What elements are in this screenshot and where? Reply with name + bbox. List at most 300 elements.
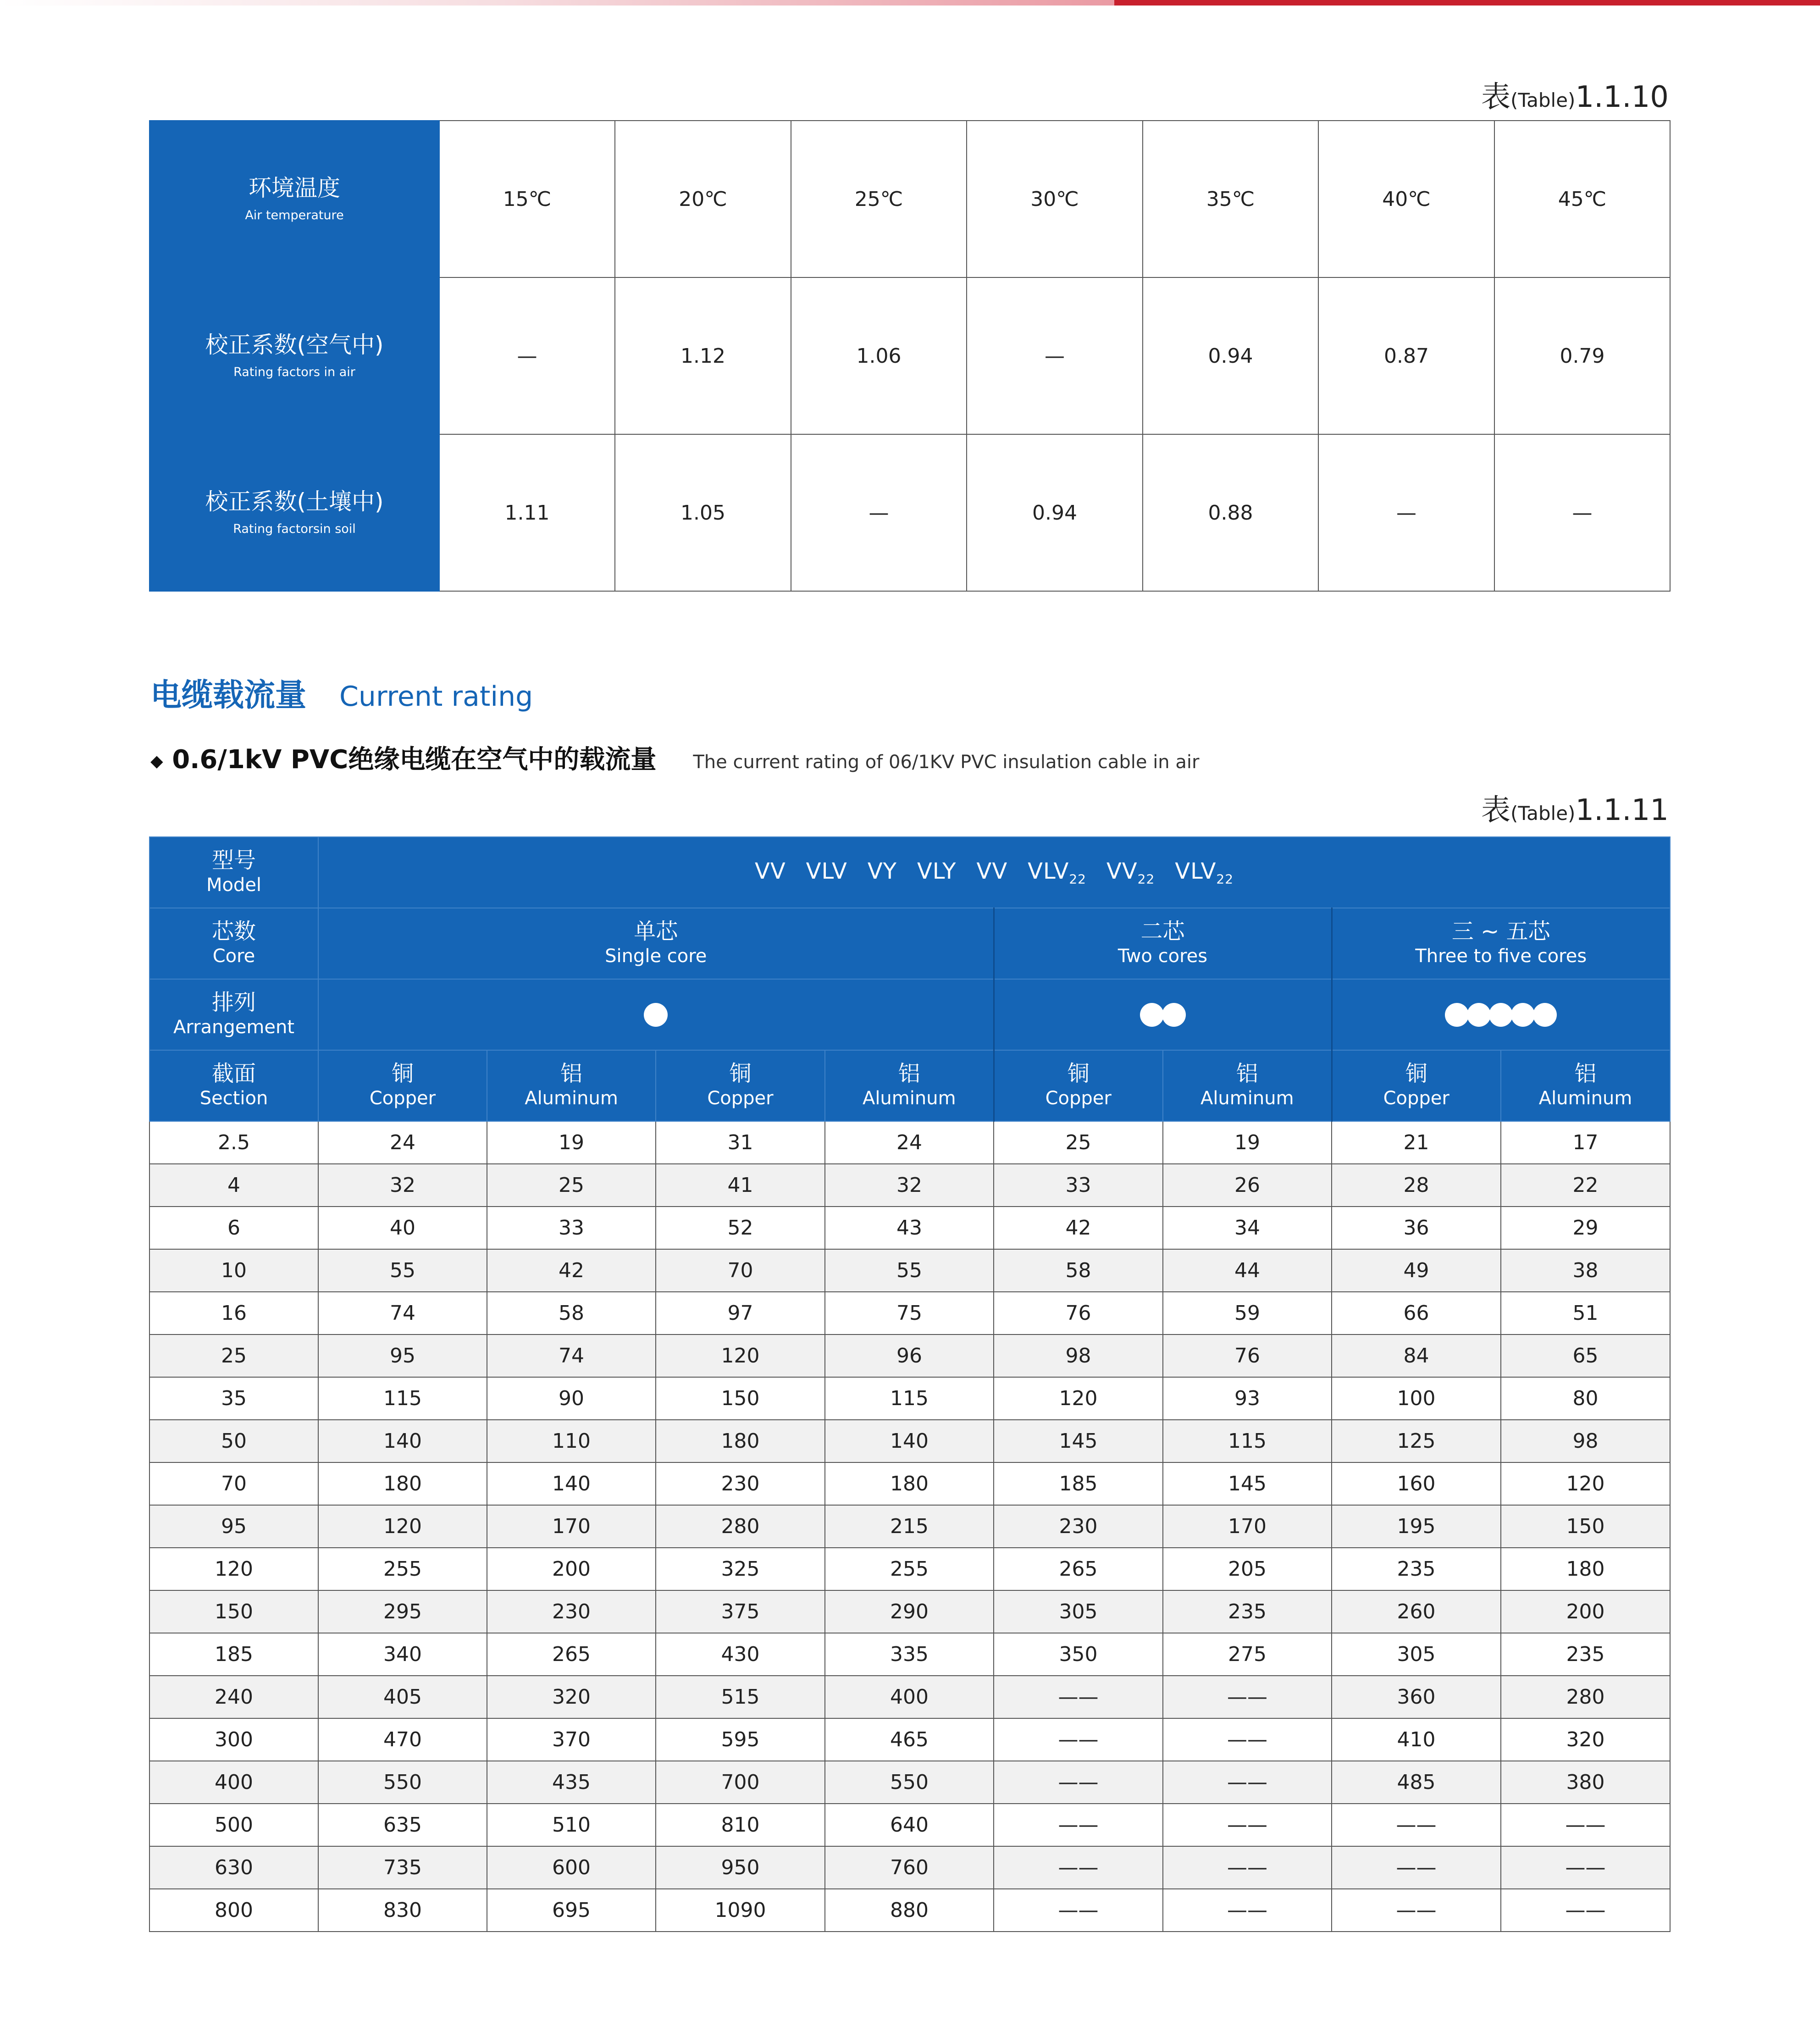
- conductor-circle-icon: [644, 1003, 668, 1027]
- model-name: [868, 858, 897, 884]
- current-rating-cell: 140: [318, 1420, 487, 1462]
- current-rating-cell: 43: [825, 1207, 994, 1249]
- section-size-cell: 4: [149, 1164, 318, 1207]
- model-name: [1175, 858, 1234, 887]
- header-en: Model: [206, 875, 262, 896]
- current-rating-cell: ——: [1332, 1889, 1501, 1932]
- section-size-cell: 16: [149, 1292, 318, 1334]
- current-rating-cell: 340: [318, 1633, 487, 1676]
- material-en: Copper: [369, 1088, 436, 1109]
- current-rating-cell: 150: [1501, 1505, 1670, 1548]
- current-rating-cell: 40: [318, 1207, 487, 1249]
- current-rating-cell: 19: [487, 1121, 656, 1164]
- current-rating-cell: 66: [1332, 1292, 1501, 1334]
- core-group-two: [994, 908, 1332, 979]
- model-name: [1028, 858, 1086, 887]
- current-rating-cell: 515: [656, 1676, 825, 1718]
- current-rating-cell: ——: [994, 1889, 1163, 1932]
- row-header-zh: 环境温度: [249, 174, 340, 201]
- table-label-paren: (Table): [1510, 89, 1576, 111]
- row-header-air-temperature: [149, 121, 439, 277]
- current-rating-cell: 55: [318, 1249, 487, 1292]
- section-title-en: Current rating: [339, 681, 533, 713]
- core-group-en: Three to five cores: [1415, 946, 1587, 967]
- current-rating-cell: ——: [994, 1846, 1163, 1889]
- core-group-en: Two cores: [1117, 946, 1208, 967]
- top-decor-gradient: [0, 0, 1114, 6]
- section-size-cell: 70: [149, 1462, 318, 1505]
- current-rating-cell: 230: [656, 1462, 825, 1505]
- model-name-text: VY: [867, 858, 897, 884]
- temp-cell: 35℃: [1143, 121, 1318, 277]
- factor-cell: —: [1494, 434, 1670, 591]
- header-en: Core: [212, 946, 255, 967]
- temperature-rating-factor-table: [149, 120, 1671, 592]
- table-row: [149, 1164, 1670, 1207]
- section-size-cell: 630: [149, 1846, 318, 1889]
- material-header: [825, 1050, 994, 1121]
- current-rating-cell: 21: [1332, 1121, 1501, 1164]
- current-rating-cell: 465: [825, 1718, 994, 1761]
- current-rating-cell: 51: [1501, 1292, 1670, 1334]
- current-rating-cell: 22: [1501, 1164, 1670, 1207]
- current-rating-cell: 200: [487, 1548, 656, 1590]
- current-rating-cell: 17: [1501, 1121, 1670, 1164]
- current-rating-cell: ——: [994, 1761, 1163, 1804]
- current-rating-cell: 145: [1163, 1462, 1332, 1505]
- table-row: [149, 1761, 1670, 1804]
- current-rating-cell: 97: [656, 1292, 825, 1334]
- current-rating-cell: 180: [1501, 1548, 1670, 1590]
- section-header: [149, 1050, 318, 1121]
- material-en: Copper: [707, 1088, 774, 1109]
- current-rating-cell: 70: [656, 1249, 825, 1292]
- current-rating-cell: 205: [1163, 1548, 1332, 1590]
- diamond-bullet-icon: ◆: [150, 752, 163, 771]
- current-rating-cell: 74: [318, 1292, 487, 1334]
- conductor-circle-icon: [1467, 1003, 1491, 1027]
- current-rating-cell: 430: [656, 1633, 825, 1676]
- current-rating-cell: 98: [994, 1334, 1163, 1377]
- current-rating-cell: 485: [1332, 1761, 1501, 1804]
- current-rating-cell: 195: [1332, 1505, 1501, 1548]
- table-label-1-1-11: [1481, 786, 1669, 829]
- current-rating-cell: 90: [487, 1377, 656, 1420]
- conductor-circle-icon: [1489, 1003, 1513, 1027]
- core-group-zh: 二芯: [1140, 918, 1185, 944]
- current-rating-cell: ——: [1332, 1846, 1501, 1889]
- current-rating-cell: 115: [825, 1377, 994, 1420]
- subtitle-zh: [150, 745, 656, 775]
- section-size-cell: 150: [149, 1590, 318, 1633]
- row-header-zh: 校正系数(土壤中): [205, 488, 384, 515]
- core-group-zh: 三 ~ 五芯: [1451, 918, 1550, 944]
- current-rating-cell: 550: [318, 1761, 487, 1804]
- current-rating-cell: 435: [487, 1761, 656, 1804]
- current-rating-cell: 120: [318, 1505, 487, 1548]
- current-rating-cell: 120: [994, 1377, 1163, 1420]
- current-rating-cell: 230: [487, 1590, 656, 1633]
- current-rating-cell: 125: [1332, 1420, 1501, 1462]
- material-header: [1501, 1050, 1670, 1121]
- header-en: Arrangement: [173, 1017, 295, 1038]
- section-title-zh: 电缆载流量: [150, 677, 307, 714]
- material-zh: 铝: [560, 1060, 582, 1086]
- current-rating-cell: 235: [1501, 1633, 1670, 1676]
- current-rating-cell: 280: [1501, 1676, 1670, 1718]
- current-rating-cell: 170: [487, 1505, 656, 1548]
- material-header: [656, 1050, 825, 1121]
- conductor-circle-icon: [1140, 1003, 1164, 1027]
- model-header: [149, 837, 318, 908]
- current-rating-cell: 200: [1501, 1590, 1670, 1633]
- model-subscript: 22: [1069, 871, 1086, 887]
- current-rating-cell: 950: [656, 1846, 825, 1889]
- current-rating-cell: 335: [825, 1633, 994, 1676]
- current-rating-cell: 180: [656, 1420, 825, 1462]
- current-rating-cell: 52: [656, 1207, 825, 1249]
- model-name-text: VLV: [806, 858, 847, 884]
- model-subscript: 22: [1216, 871, 1234, 887]
- current-rating-cell: ——: [994, 1804, 1163, 1846]
- current-rating-cell: 405: [318, 1676, 487, 1718]
- current-rating-cell: 400: [825, 1676, 994, 1718]
- current-rating-cell: 150: [656, 1377, 825, 1420]
- model-name-text: VV: [755, 858, 786, 884]
- current-rating-cell: 290: [825, 1590, 994, 1633]
- current-rating-cell: 76: [994, 1292, 1163, 1334]
- arrangement-header: [149, 979, 318, 1050]
- model-name: [917, 858, 957, 884]
- section-size-cell: 6: [149, 1207, 318, 1249]
- material-en: Aluminum: [525, 1088, 618, 1109]
- material-header: [1332, 1050, 1501, 1121]
- material-en: Aluminum: [1200, 1088, 1294, 1109]
- current-rating-cell: 275: [1163, 1633, 1332, 1676]
- table-row: [149, 1718, 1670, 1761]
- current-rating-cell: 49: [1332, 1249, 1501, 1292]
- current-rating-cell: ——: [1332, 1804, 1501, 1846]
- current-rating-cell: 84: [1332, 1334, 1501, 1377]
- current-rating-cell: 510: [487, 1804, 656, 1846]
- table-row: [149, 1548, 1670, 1590]
- header-zh: 排列: [211, 989, 256, 1015]
- section-size-cell: 2.5: [149, 1121, 318, 1164]
- current-rating-cell: 115: [318, 1377, 487, 1420]
- factor-cell: 1.12: [615, 277, 791, 434]
- material-zh: 铜: [1067, 1060, 1090, 1086]
- current-rating-cell: 695: [487, 1889, 656, 1932]
- current-rating-cell: 830: [318, 1889, 487, 1932]
- temp-cell: 15℃: [439, 121, 615, 277]
- current-rating-cell: 65: [1501, 1334, 1670, 1377]
- header-en: Section: [199, 1088, 268, 1109]
- section-title: [150, 670, 533, 715]
- current-rating-cell: ——: [1501, 1846, 1670, 1889]
- arrangement-single: [318, 979, 994, 1050]
- section-size-cell: 500: [149, 1804, 318, 1846]
- current-rating-cell: 24: [825, 1121, 994, 1164]
- current-rating-cell: 325: [656, 1548, 825, 1590]
- current-rating-cell: 735: [318, 1846, 487, 1889]
- current-rating-cell: 600: [487, 1846, 656, 1889]
- factor-cell: —: [791, 434, 967, 591]
- conductor-circle-icon: [1445, 1003, 1469, 1027]
- table-row: [149, 1889, 1670, 1932]
- model-name: [1106, 858, 1155, 887]
- top-decor-red-bar: [1114, 0, 1820, 6]
- current-rating-cell: 74: [487, 1334, 656, 1377]
- material-zh: 铜: [391, 1060, 414, 1086]
- table-label-paren: (Table): [1510, 802, 1576, 825]
- current-rating-cell: ——: [1163, 1718, 1332, 1761]
- rating-factor-soil-row: [149, 434, 1670, 591]
- section-size-cell: 25: [149, 1334, 318, 1377]
- table-row: [149, 1505, 1670, 1548]
- current-rating-cell: 33: [994, 1164, 1163, 1207]
- subtitle: [150, 739, 1199, 776]
- current-rating-cell: 31: [656, 1121, 825, 1164]
- current-rating-cell: ——: [994, 1718, 1163, 1761]
- current-rating-cell: 320: [487, 1676, 656, 1718]
- section-size-cell: 10: [149, 1249, 318, 1292]
- factor-cell: —: [439, 277, 615, 434]
- model-name: [977, 858, 1008, 884]
- current-rating-cell: 24: [318, 1121, 487, 1164]
- current-rating-cell: 320: [1501, 1718, 1670, 1761]
- current-rating-cell: ——: [994, 1676, 1163, 1718]
- current-rating-cell: 230: [994, 1505, 1163, 1548]
- temp-cell: 25℃: [791, 121, 967, 277]
- material-en: Aluminum: [862, 1088, 956, 1109]
- current-rating-cell: 98: [1501, 1420, 1670, 1462]
- current-rating-cell: 95: [318, 1334, 487, 1377]
- material-header: [487, 1050, 656, 1121]
- factor-cell: 1.05: [615, 434, 791, 591]
- current-rating-cell: 700: [656, 1761, 825, 1804]
- current-rating-cell: 80: [1501, 1377, 1670, 1420]
- model-row: [149, 837, 1670, 908]
- table-row: [149, 1292, 1670, 1334]
- current-rating-cell: 25: [994, 1121, 1163, 1164]
- material-zh: 铝: [1574, 1060, 1597, 1086]
- current-rating-cell: 55: [825, 1249, 994, 1292]
- current-rating-cell: 115: [1163, 1420, 1332, 1462]
- table-row: [149, 1633, 1670, 1676]
- section-size-cell: 50: [149, 1420, 318, 1462]
- current-rating-cell: 180: [825, 1462, 994, 1505]
- current-rating-cell: 235: [1332, 1548, 1501, 1590]
- core-group-single: [318, 908, 994, 979]
- rating-factor-air-row: [149, 277, 1670, 434]
- current-rating-cell: 185: [994, 1462, 1163, 1505]
- current-rating-cell: 470: [318, 1718, 487, 1761]
- factor-cell: —: [1318, 434, 1494, 591]
- model-name-text: VLV: [1175, 858, 1217, 884]
- table-label-1-1-10: [1481, 73, 1669, 116]
- current-rating-cell: ——: [1501, 1889, 1670, 1932]
- material-en: Copper: [1383, 1088, 1449, 1109]
- current-rating-cell: 58: [994, 1249, 1163, 1292]
- row-header-zh: 校正系数(空气中): [205, 331, 384, 358]
- air-temperature-row: [149, 121, 1670, 277]
- current-rating-cell: ——: [1163, 1761, 1332, 1804]
- current-rating-cell: 760: [825, 1846, 994, 1889]
- current-rating-cell: 295: [318, 1590, 487, 1633]
- material-zh: 铝: [898, 1060, 920, 1086]
- current-rating-cell: 28: [1332, 1164, 1501, 1207]
- table-row: [149, 1377, 1670, 1420]
- current-rating-cell: 120: [1501, 1462, 1670, 1505]
- table-row: [149, 1420, 1670, 1462]
- material-header: [994, 1050, 1163, 1121]
- current-rating-cell: 375: [656, 1590, 825, 1633]
- model-name-text: VV: [1106, 858, 1138, 884]
- table-row: [149, 1334, 1670, 1377]
- current-rating-cell: ——: [1163, 1804, 1332, 1846]
- arrangement-three-five: [1332, 979, 1670, 1050]
- current-rating-cell: 380: [1501, 1761, 1670, 1804]
- current-rating-cell: 42: [487, 1249, 656, 1292]
- factor-cell: 1.11: [439, 434, 615, 591]
- material-en: Aluminum: [1538, 1088, 1632, 1109]
- section-header-row: [149, 1050, 1670, 1121]
- current-rating-table: [149, 836, 1671, 1932]
- model-subscript: 22: [1137, 871, 1155, 887]
- material-zh: 铜: [1405, 1060, 1427, 1086]
- current-rating-cell: 140: [825, 1420, 994, 1462]
- table-row: [149, 1462, 1670, 1505]
- current-rating-cell: 370: [487, 1718, 656, 1761]
- current-rating-cell: 360: [1332, 1676, 1501, 1718]
- current-rating-cell: 26: [1163, 1164, 1332, 1207]
- current-rating-cell: 215: [825, 1505, 994, 1548]
- current-rating-cell: ——: [1163, 1676, 1332, 1718]
- table-row: [149, 1249, 1670, 1292]
- current-rating-cell: 32: [318, 1164, 487, 1207]
- row-header-en: Rating factors in air: [233, 365, 355, 380]
- table-label-zh: 表: [1481, 793, 1511, 827]
- current-rating-cell: 1090: [656, 1889, 825, 1932]
- current-rating-cell: 265: [994, 1548, 1163, 1590]
- section-size-cell: 240: [149, 1676, 318, 1718]
- current-rating-cell: ——: [1163, 1846, 1332, 1889]
- current-rating-cell: 110: [487, 1420, 656, 1462]
- table-row: [149, 1590, 1670, 1633]
- current-rating-cell: 640: [825, 1804, 994, 1846]
- current-rating-cell: 550: [825, 1761, 994, 1804]
- current-rating-cell: 255: [825, 1548, 994, 1590]
- current-rating-cell: 140: [487, 1462, 656, 1505]
- current-rating-cell: 255: [318, 1548, 487, 1590]
- material-zh: 铝: [1236, 1060, 1258, 1086]
- current-rating-cell: 25: [487, 1164, 656, 1207]
- current-rating-cell: 33: [487, 1207, 656, 1249]
- temp-cell: 40℃: [1318, 121, 1494, 277]
- temp-cell: 45℃: [1494, 121, 1670, 277]
- current-rating-cell: ——: [1163, 1889, 1332, 1932]
- core-header: [149, 908, 318, 979]
- row-header-rating-air: [149, 277, 439, 434]
- current-rating-cell: 36: [1332, 1207, 1501, 1249]
- material-en: Copper: [1045, 1088, 1112, 1109]
- header-zh: 型号: [211, 847, 256, 873]
- current-rating-cell: 305: [1332, 1633, 1501, 1676]
- section-size-cell: 400: [149, 1761, 318, 1804]
- current-rating-cell: 280: [656, 1505, 825, 1548]
- current-rating-cell: 34: [1163, 1207, 1332, 1249]
- table-row: [149, 1676, 1670, 1718]
- table-row: [149, 1207, 1670, 1249]
- current-rating-cell: 59: [1163, 1292, 1332, 1334]
- current-rating-cell: 410: [1332, 1718, 1501, 1761]
- subtitle-zh-text: 0.6/1kV PVC绝缘电缆在空气中的载流量: [172, 745, 657, 775]
- core-group-zh: 单芯: [634, 918, 678, 944]
- model-name-text: VLY: [917, 858, 957, 884]
- temp-cell: 20℃: [615, 121, 791, 277]
- factor-cell: 0.94: [1143, 277, 1318, 434]
- core-row: [149, 908, 1670, 979]
- table-label-zh: 表: [1481, 80, 1511, 114]
- arrangement-two: [994, 979, 1332, 1050]
- factor-cell: 0.94: [967, 434, 1143, 591]
- current-rating-cell: 42: [994, 1207, 1163, 1249]
- current-rating-cell: 235: [1163, 1590, 1332, 1633]
- table-row: [149, 1804, 1670, 1846]
- current-rating-cell: 58: [487, 1292, 656, 1334]
- header-zh: 截面: [211, 1060, 256, 1086]
- section-size-cell: 95: [149, 1505, 318, 1548]
- current-rating-cell: 38: [1501, 1249, 1670, 1292]
- arrangement-row: [149, 979, 1670, 1050]
- temp-cell: 30℃: [967, 121, 1143, 277]
- factor-cell: 0.87: [1318, 277, 1494, 434]
- material-header: [1163, 1050, 1332, 1121]
- material-zh: 铜: [729, 1060, 752, 1086]
- subtitle-en: The current rating of 06/1KV PVC insulation cable in air: [693, 752, 1200, 773]
- current-rating-cell: 350: [994, 1633, 1163, 1676]
- current-rating-cell: 120: [656, 1334, 825, 1377]
- header-zh: 芯数: [211, 918, 256, 944]
- current-rating-cell: 19: [1163, 1121, 1332, 1164]
- current-rating-cell: 96: [825, 1334, 994, 1377]
- current-rating-cell: 635: [318, 1804, 487, 1846]
- section-size-cell: 35: [149, 1377, 318, 1420]
- current-rating-cell: 32: [825, 1164, 994, 1207]
- table-row: [149, 1846, 1670, 1889]
- conductor-circle-icon: [1533, 1003, 1557, 1027]
- row-header-en: Air temperature: [245, 208, 344, 223]
- model-name-text: VV: [976, 858, 1008, 884]
- table-label-number: 1.1.10: [1575, 80, 1669, 114]
- factor-cell: 0.79: [1494, 277, 1670, 434]
- current-rating-cell: 100: [1332, 1377, 1501, 1420]
- model-name: [806, 858, 847, 884]
- current-rating-cell: ——: [1501, 1804, 1670, 1846]
- current-rating-cell: 305: [994, 1590, 1163, 1633]
- current-rating-cell: 145: [994, 1420, 1163, 1462]
- table-row: [149, 1121, 1670, 1164]
- factor-cell: 1.06: [791, 277, 967, 434]
- current-rating-cell: 75: [825, 1292, 994, 1334]
- factor-cell: —: [967, 277, 1143, 434]
- section-size-cell: 185: [149, 1633, 318, 1676]
- core-group-three-five: [1332, 908, 1670, 979]
- model-list: [318, 837, 1670, 908]
- conductor-circle-icon: [1162, 1003, 1186, 1027]
- current-rating-cell: 260: [1332, 1590, 1501, 1633]
- current-rating-cell: 93: [1163, 1377, 1332, 1420]
